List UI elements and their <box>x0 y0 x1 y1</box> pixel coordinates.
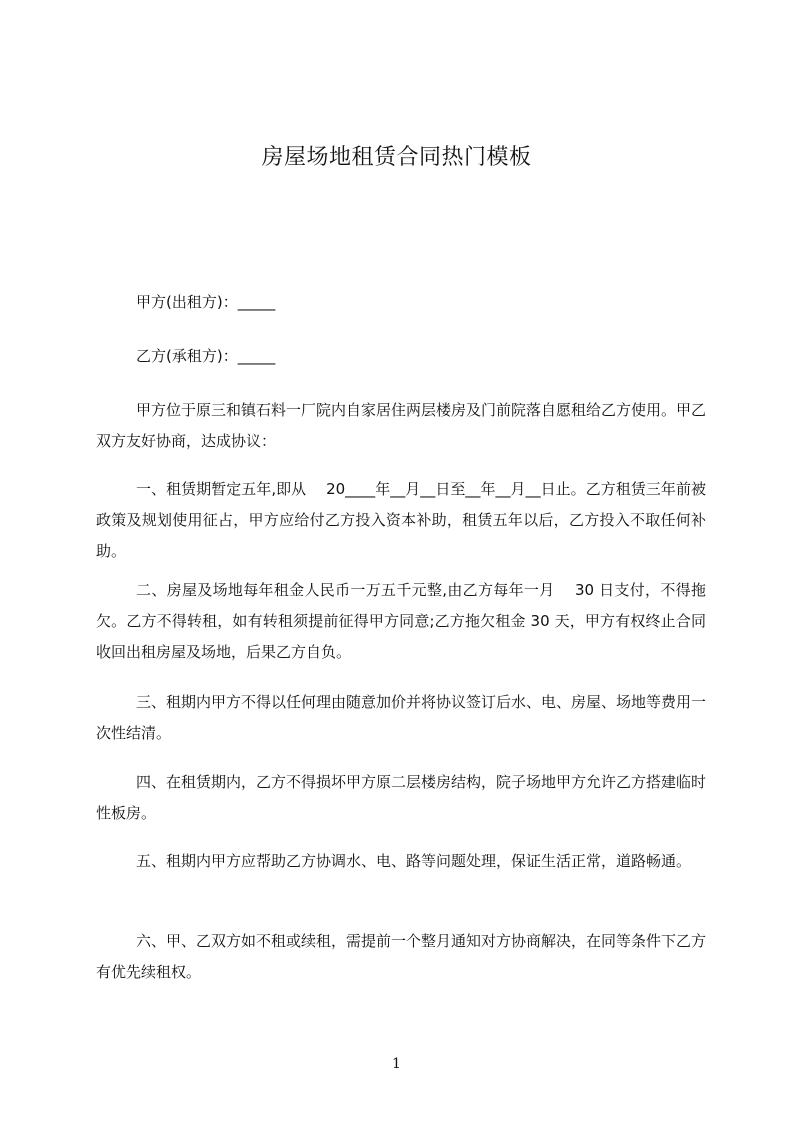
clause-6: 六、甲、乙双方如不租或续租，需提前一个整月通知对方协商解决，在同等条件下乙方有优先续租权。 <box>96 932 707 981</box>
party-b-field: 乙方(承租方)：_____ <box>136 347 276 365</box>
clause-2: 二、房屋及场地每年租金人民币一万五千元整,由乙方每年一月 30 日支付，不得拖欠。乙方不得转租，如有转租须提前征得甲方同意;乙方拖欠租金 30 天，甲方有权终止合同收回出租房屋及场地，后果乙方自负。 <box>96 581 706 661</box>
clause-4: 四、在租赁期内，乙方不得损坏甲方原二层楼房结构，院子场地甲方允许乙方搭建临时性板房。 <box>96 773 707 822</box>
party-a-field: 甲方(出租方)：_____ <box>136 293 276 311</box>
clause-3: 三、租期内甲方不得以任何理由随意加价并将协议签订后水、电、房屋、场地等费用一次性结清。 <box>96 693 707 742</box>
intro-paragraph: 甲方位于原三和镇石料一厂院内自家居住两层楼房及门前院落自愿租给乙方使用。甲乙双方友好协商，达成协议： <box>96 401 707 450</box>
clause-1: 一、租赁期暂定五年,即从 20____年__月__日至__年__月__日止。乙方租赁三年前被政策及规划使用征占，甲方应给付乙方投入资本补助，租赁五年以后，乙方投入不取任何补助。 <box>96 480 706 560</box>
page-number: 1 <box>392 1056 401 1072</box>
clause-5: 五、租期内甲方应帮助乙方协调水、电、路等问题处理，保证生活正常，道路畅通。 <box>136 852 692 870</box>
document-title: 房屋场地租赁合同热门模板 <box>261 145 532 170</box>
